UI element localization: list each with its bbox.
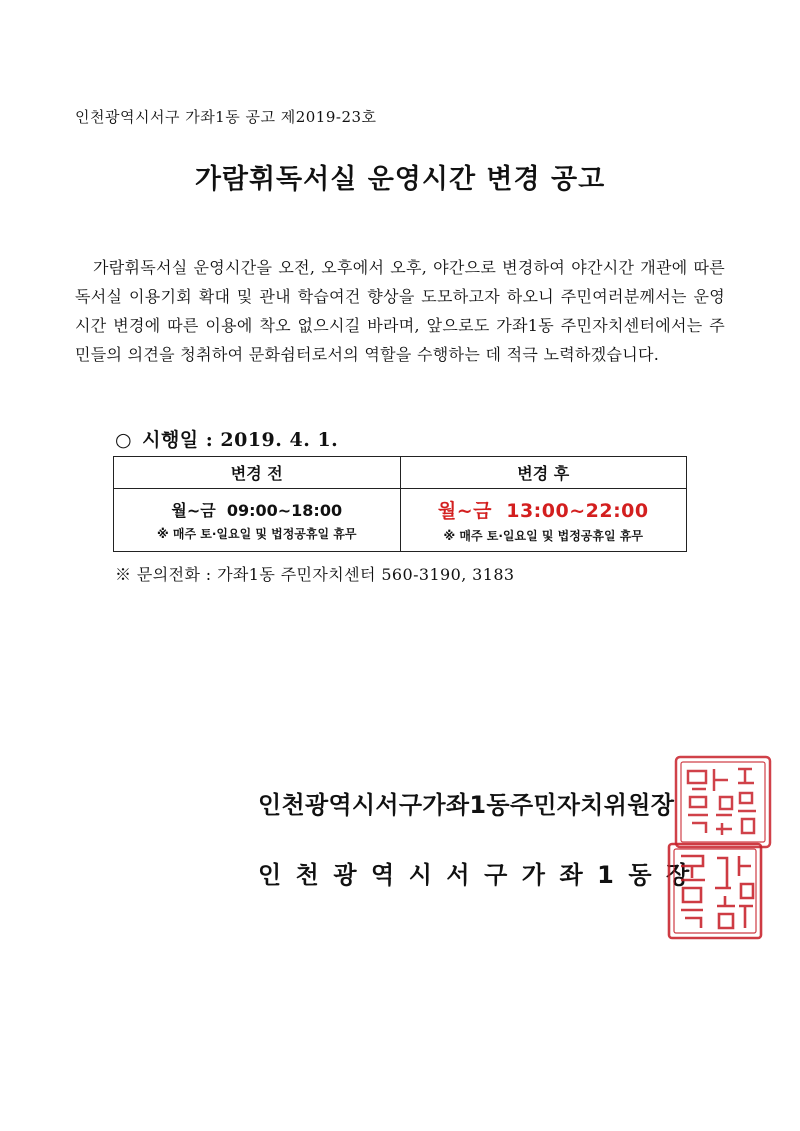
after-holiday-note: ※ 매주 토·일요일 및 법정공휴일 휴무: [443, 529, 643, 543]
before-holiday-note: ※ 매주 토·일요일 및 법정공휴일 휴무: [157, 527, 357, 541]
schedule-header-row: [114, 457, 687, 489]
contact-info: ※ 문의전화 : 가좌1동 주민자치센터 560-3190, 3183: [115, 565, 515, 584]
before-hours: 월~금 09:00~18:00: [171, 501, 343, 520]
office-seal-icon: [665, 840, 765, 942]
bullet-circle-icon: ○: [115, 429, 133, 451]
effective-date: [115, 425, 338, 452]
after-hours: 월~금 13:00~22:00: [437, 500, 649, 522]
before-header: 변경 전: [114, 457, 401, 489]
schedule-table: [113, 456, 687, 552]
office-signature: 인천광역시서구가좌1동장: [258, 861, 704, 889]
schedule-body-row: [114, 489, 687, 552]
document-title: 가람휘독서실 운영시간 변경 공고: [194, 164, 606, 195]
committee-signature: 인천광역시서구가좌1동주민자치위원장: [258, 791, 675, 819]
effective-date-label: 시행일 : 2019. 4. 1.: [142, 429, 339, 451]
committee-seal-icon: [672, 753, 774, 851]
after-header: 변경 후: [400, 457, 687, 489]
document-number: 인천광역시서구 가좌1동 공고 제2019-23호: [75, 108, 377, 126]
notice-body: 가람휘독서실 운영시간을 오전, 오후에서 오후, 야간으로 변경하여 야간시간 개관에 따른 독서실 이용기회 확대 및 관내 학습여건 향상을 도모하고자 하오니 주민여러분께서는 운영시간 변경에 따른 이용에 착오 없으시길 바라며, 앞으로도 가좌1동 주민자치센터에서는 주민들의 의견을 청취하여 문화쉼터로서의 역할을 수행하는 데 적극 노력하겠습니다.: [75, 258, 725, 364]
before-cell: [114, 489, 401, 552]
after-cell: [400, 489, 687, 552]
